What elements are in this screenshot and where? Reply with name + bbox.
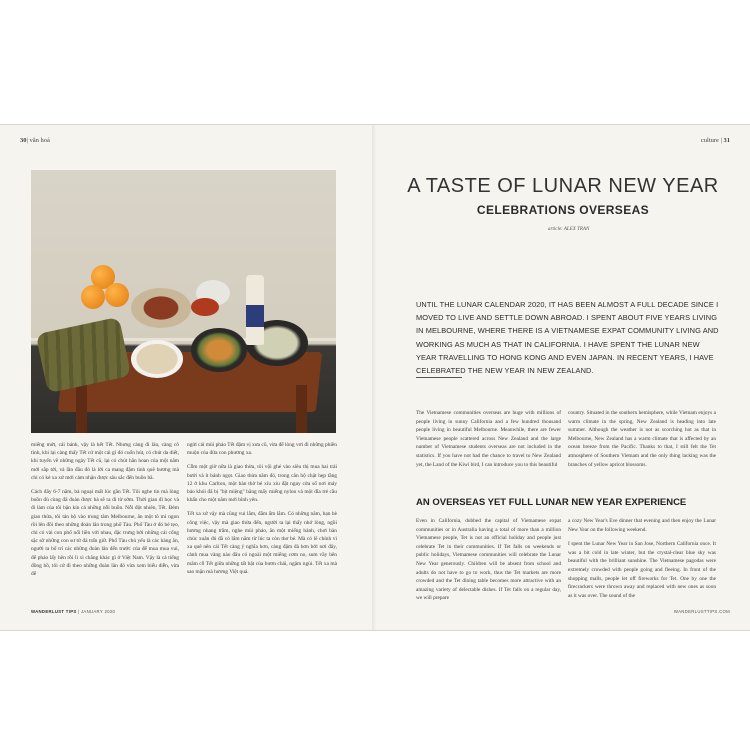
article-title: A TASTE OF LUNAR NEW YEAR bbox=[407, 175, 719, 197]
paragraph: Even in California, dubbed the capital of Vietnamese expat communities or in Australia having a total of more than a million Vietnamese people, Tet is not an official holiday and people just celebrate Tet in their communities. If Tet falls on weekends or public holidays, Vietnamese communities will celebrate the Lunar New Year generously. Children will be absent from school and adults do not have to go to work, thus the Tet markets are more crowded and the Tet dining table becomes more attractive with an amazing variety of delectable dishes. If Tet falls on a regular day, we will prepare bbox=[416, 518, 561, 602]
right-folio: culture | 31 bbox=[700, 137, 730, 144]
paragraph: country. Situated in the southern hemisphere, while Vietnam enjoys a warm climate in the spring, New Zealand is heading into late summer. Although the weather is not as scorching hot as that in Melbourne, New Zealand has a warm climate that is affected by an ocean breeze from the Pacific. Thanks to that, I still felt the Tet atmosphere of Southern Vietnam and the only thing lacking was the branches of yellow apricot blossoms. bbox=[568, 410, 716, 468]
paragraph: Cỗm một giờ nữa là giao thừa, tôi vội ghé vào siêu thị mua hai trái bưởi và ít bánh ngọt. Giao thừa năm đó, trong căn hộ chật hẹp tầng 12 ở khu Carlton, một bàn thờ bé xíu xiu đặt ngay cửa sổ nơi máy bảo khói đã bị "bịt miệng" bằng mấy miếng nylon và một đĩa trẻ cầu khấn cho một năm mới bình yên. bbox=[187, 464, 337, 504]
right-page bbox=[376, 125, 750, 630]
left-footer: WANDERLUST TIPS | JANUARY 2020 bbox=[31, 609, 116, 614]
article-byline: article: ALEX TRAN bbox=[548, 227, 590, 232]
magazine-spread bbox=[0, 124, 750, 631]
lead-divider bbox=[416, 377, 462, 378]
paragraph: Cách đây 6-7 năm, bà ngoại mất lúc gần Tết. Tôi nghe tin mà lòng buồn đủ cùng đã đoàn được bà sẽ ra đi từ sớm. Thời gian đi học và đi làm của tôi bận kín cả những nỗi buồn. Nỗi đột nhiên, Tết. Đêm giao thừa, tôi tản bộ vào trung tâm Melbourne, ăn một tô mì ngon rồi lên đồi theo những đoàn lân trong phố Tàu. Phố Tàu ở đó bé tẹo, chỉ có vài con phố nối liền với nhau, đặc trưng bởi những cái cổng sặc sỡ những con sư tử đá trấn giữ. Phố Tàu chủ yếu là các hàng ăn, người ta bố trí các những đoàn lân đến trước của để mua mua vui, để pháo lấy hên rồi lì xì chẳng khác gì ở Việt Nam. Vậy là cả tiếng đồng hồ, tôi cứ đi theo những đoàn lân đó vừa xem biểu diễn, vừa để bbox=[31, 489, 179, 578]
right-section-name: culture bbox=[700, 137, 719, 144]
paragraph: I spent the Lunar New Year in San Jose, Northern California once. It was a bit cold in late winter, but the crystal-clear blue sky was beautiful with the brilliant sunshine. The Vietnamese pagodas were extremely crowded with people going and fleeing. In front of the shopping malls, people let off fireworks for Tet. One by one the firecrackers were thrown away and replaced with new ones as soon as it was over. The sound of the bbox=[568, 541, 716, 599]
section-heading: AN OVERSEAS YET FULL LUNAR NEW YEAR EXPERIENCE bbox=[416, 497, 687, 508]
right-body-column-1 bbox=[416, 409, 561, 475]
paragraph: Tết xa xứ vậy mà cũng vui lắm, đắm ấm lắm. Có những năm, bạn bè công việc, vậy mà giao thừa đến, người ta lại thấy nhớ lòng, ngồi hương nhang trầm, nghe mùi pháo, ăn một miếng bánh, chơi bàn chúc xuân đủ đã có lắm năm từ lúc ta còn thơ bé. Mà có lẽ chính vì xa quê nên cái Tết càng ý nghĩa hơn, càng đậm đà hơn bởi nơi đây, cảnh mua vàng nào đâu có ngoài một miếng cơm no, sum vầy bên mâm cỗ Tết giữa những tất bật của bươn chải, ngậm ngùi. Tết xa mà sao mặn mà hương Việt quá. bbox=[187, 511, 337, 575]
right-page-number: 31 bbox=[723, 137, 730, 144]
left-body-column-2 bbox=[187, 441, 337, 582]
right-body-column-2 bbox=[568, 409, 716, 475]
lead-paragraph: UNTIL THE LUNAR CALENDAR 2020, IT HAS BEEN ALMOST A FULL DECADE SINCE I MOVED TO LIVE AND SETTLE DOWN ABROAD. I SPENT ABOUT FIVE YEARS LIVING IN MELBOURNE, WHERE THERE IS A VIETNAMESE EXPAT COMMUNITY LIVING AND WORKING AS MUCH AS THAT IN CALIFORNIA. I HAVE SPENT THE LUNAR NEW YEAR TRAVELLING TO HONG KONG AND EVEN JAPAN. IN RECENT YEARS, I HAVE CELEBRATED THE NEW YEAR IN NEW ZEALAND. bbox=[416, 300, 719, 376]
left-folio: 30| văn hoá bbox=[20, 137, 50, 144]
article-subtitle: CELEBRATIONS OVERSEAS bbox=[476, 203, 650, 217]
paragraph: The Vietnamese communities overseas are huge with millions of people living in sunny California and a few hundred thousand people living in beautiful Melbourne. Meanwhile, there are fewer Vietnamese people scattered across New Zealand and the large number of Vietnamese students overseas are not included in the statistics. If you have not had the chance to travel to New Zealand yet, the Land of the Kiwi bird, I can introduce you to this beautiful bbox=[416, 410, 561, 468]
footer-brand: WANDERLUST TIPS bbox=[31, 609, 77, 614]
left-section-name: văn hoá bbox=[29, 137, 50, 144]
left-page bbox=[0, 125, 372, 630]
left-body-column-1 bbox=[31, 441, 179, 584]
right-footer-site: WANDERLUSTTIPS.COM bbox=[673, 609, 730, 614]
paragraph: miếng mứt, cái bánh, vậy là hết Tết. Nhưng càng đi lâu, càng cô tình, khi lại càng thấy Tết cứ một cái gì đó cuốn hút, có chút da diết, khi tuyến về những ngày Tết cũ, lại có chút hân hoan của một năm mới sắp tới, và lần đầu đó là lời ca mang đậm tình quê hương mà chỉ có kẻ xa xứ mới cảm nhận được sâu sắc đến buồn bã. bbox=[31, 442, 179, 481]
right-body-column-3 bbox=[416, 517, 561, 609]
footer-issue: JANUARY 2020 bbox=[80, 609, 116, 614]
left-page-number: 30 bbox=[20, 137, 27, 144]
tet-offering-photo bbox=[31, 170, 336, 433]
paragraph: ngửi cái mùi pháo Tết đậm vị xưa cũ, vừa để lòng vơi đi những phiền muộn của đứa con phương xa. bbox=[187, 442, 337, 457]
paragraph: a cozy New Year's Eve dinner that evening and then enjoy the Lunar New Year on the following weekend. bbox=[568, 518, 716, 533]
right-body-column-4 bbox=[568, 517, 716, 606]
